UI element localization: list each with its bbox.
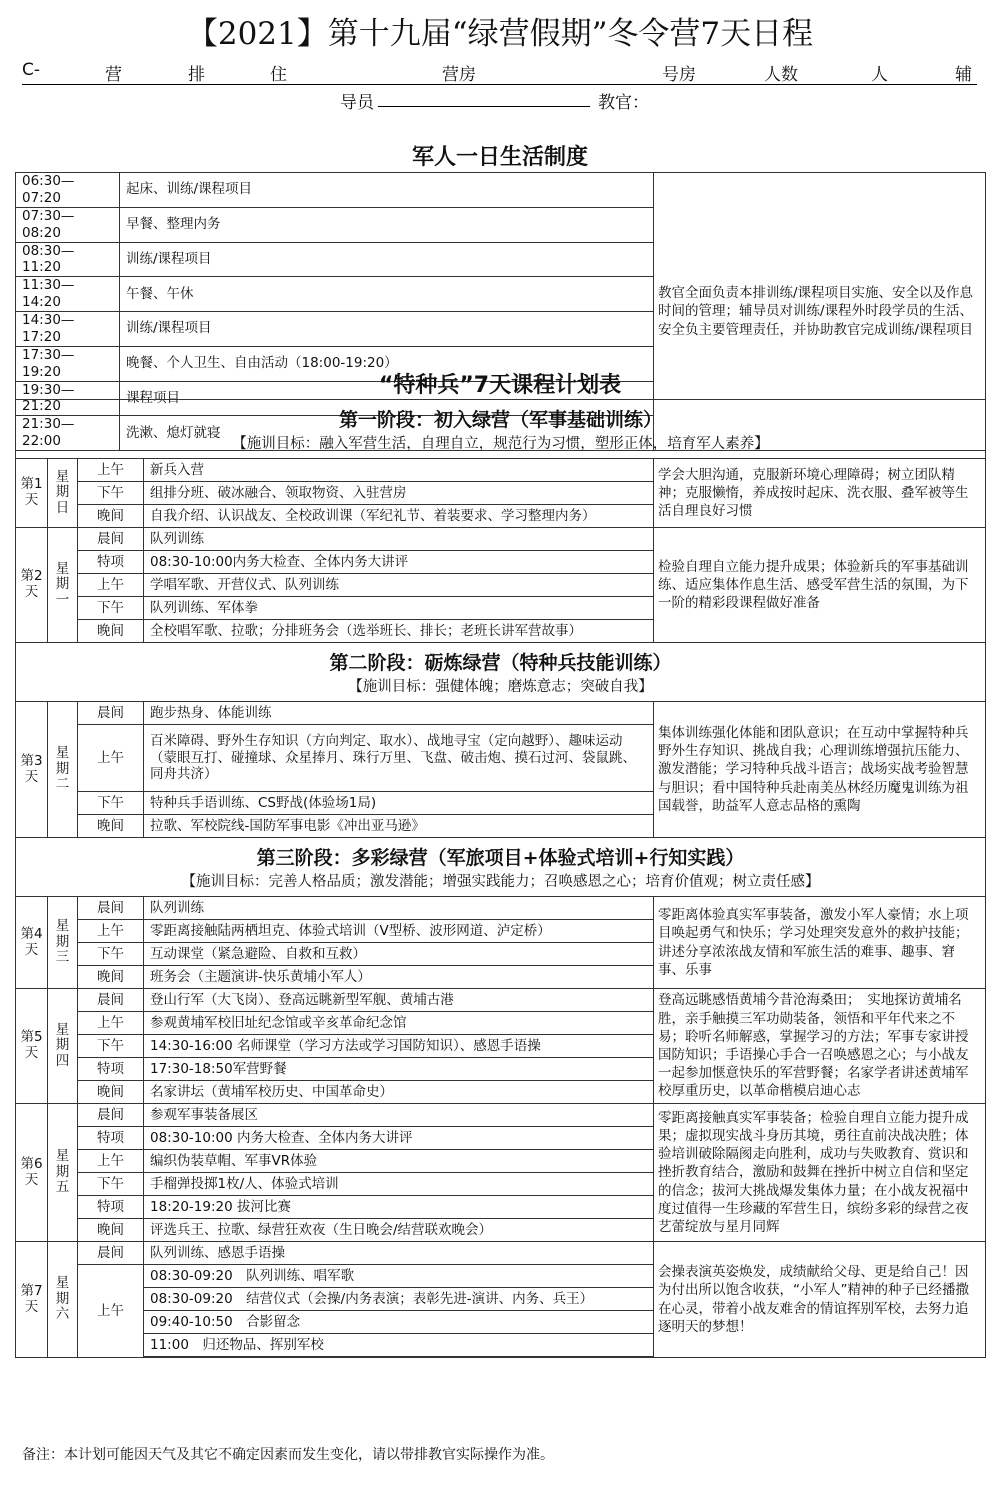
daily-note: 教官全面负责本排训练/课程项目实施、安全以及作息时间的管理；辅导员对训练/课程外时段学员的生活、安全负主要管理责任，并协助教官完成训练/课程项目 (654, 173, 986, 451)
camp-prefix: C- (22, 60, 41, 80)
slot-cell: 特项 (78, 1196, 144, 1219)
day-label: 第4天 (16, 897, 48, 989)
content-cell: 学唱军歌、开营仪式、队列训练 (144, 574, 654, 597)
slot-cell: 下午 (78, 597, 144, 620)
content-cell: 班务会（主题演讲-快乐黄埔小军人） (144, 966, 654, 989)
content-cell: 17:30-18:50军营野餐 (144, 1058, 654, 1081)
content-cell: 09:40-10:50 合影留念 (144, 1311, 654, 1334)
slot-cell: 上午 (78, 725, 144, 792)
content-cell: 评选兵王、拉歌、绿营狂欢夜（生日晚会/结营联欢晚会） (144, 1219, 654, 1242)
phase-goal: 【施训目标：融入军营生活，自理自立，规范行为习惯，塑形正体，培育军人素养】 (232, 436, 769, 452)
time-cell: 19:30—21:20 (16, 381, 120, 416)
content-cell: 08:30-10:00内务大检查、全体内务大讲评 (144, 551, 654, 574)
day-note: 零距离接触真实军事装备；检验自理自立能力提升成果；虚拟现实战斗身历其境，勇往直前决战决胜；体验培训破除隔阂走向胜利，成功与失败教育、赏识和挫折教育结合，激励和鼓舞在挫折中树立自信和坚定的信念；拔河大挑战爆发集体力量；在小战友祝福中度过值得一生珍藏的军营生日，缤纷多彩的绿营之夜艺蕾绽放与星月同辉 (654, 1104, 986, 1242)
day-note: 检验自理自立能力提升成果；体验新兵的军事基础训练、适应集体作息生活、感受军营生活的氛围，为下一阶的精彩段课程做好准备 (654, 528, 986, 643)
table-row (16, 702, 986, 725)
day-label: 第2天 (16, 528, 48, 643)
activity-cell: 起床、训练/课程项目 (120, 173, 654, 208)
camp-label-ren: 人 (871, 65, 888, 85)
instructor-label: 教官： (598, 93, 649, 113)
table-row (16, 1104, 986, 1127)
activity-cell: 训练/课程项目 (120, 242, 654, 277)
table-row (16, 897, 986, 920)
weekday-label: 星期四 (48, 989, 78, 1104)
day-note: 集体训练强化体能和团队意识；在互动中掌握特种兵野外生存知识、挑战自我；心理训练增强抗压能力、激发潜能；学习特种兵战斗语言；战场实战考验智慧与胆识；看中国特种兵赴南美丛林经历魔鬼训练为祖国载誉，助益军人意志品格的熏陶 (654, 702, 986, 838)
content-cell: 自我介绍、认识战友、全校政训课（军纪礼节、着装要求、学习整理内务） (144, 505, 654, 528)
guide-label: 导员 (340, 93, 374, 113)
content-cell: 18:20-19:20 拔河比赛 (144, 1196, 654, 1219)
table-row (16, 459, 986, 482)
camp-label-renshu: 人数 (764, 65, 798, 85)
content-cell: 手榴弹投掷1枚/人、体验式培训 (144, 1173, 654, 1196)
weekday-label: 星期一 (48, 528, 78, 643)
weekday-label: 星期日 (48, 459, 78, 528)
activity-cell: 课程项目 (120, 381, 654, 416)
slot-cell: 特项 (78, 551, 144, 574)
day-label: 第5天 (16, 989, 48, 1104)
time-cell: 08:30—11:20 (16, 242, 120, 277)
slot-cell: 晚间 (78, 1081, 144, 1104)
content-cell: 跑步热身、体能训练 (144, 702, 654, 725)
content-cell: 新兵入营 (144, 459, 654, 482)
slot-cell: 晨间 (78, 1104, 144, 1127)
time-cell: 21:30—22:00 (16, 416, 120, 451)
slot-cell: 下午 (78, 792, 144, 815)
weekday-label: 星期六 (48, 1242, 78, 1358)
day-label: 第6天 (16, 1104, 48, 1242)
content-cell: 编织伪装草帽、军事VR体验 (144, 1150, 654, 1173)
weekday-label: 星期五 (48, 1104, 78, 1242)
content-cell: 11:00 归还物品、挥别军校 (144, 1334, 654, 1357)
slot-cell: 晨间 (78, 528, 144, 551)
content-cell: 08:30-10:00 内务大检查、全体内务大讲评 (144, 1127, 654, 1150)
slot-cell: 晚间 (78, 1219, 144, 1242)
content-cell: 特种兵手语训练、CS野战(体验场1局) (144, 792, 654, 815)
day-note: 会操表演英姿焕发，成绩献给父母、更是给自己！因为付出所以饱含收获，“小军人”精神的种子已经播撒在心灵，带着小战友难舍的情谊挥别军校，去努力追逐明天的梦想！ (654, 1242, 986, 1358)
table-row (16, 989, 986, 1012)
day-label: 第3天 (16, 702, 48, 838)
time-cell: 14:30—17:20 (16, 312, 120, 347)
phase-header-row (16, 400, 986, 459)
slot-cell: 上午 (78, 459, 144, 482)
slot-cell: 下午 (78, 1173, 144, 1196)
slot-cell: 上午 (78, 574, 144, 597)
page-title: 【2021】第十九届“绿营假期”冬令营7天日程 (186, 16, 814, 52)
content-cell: 登山行军（大飞岗）、登高远眺新型军舰、黄埔古港 (144, 989, 654, 1012)
day-label: 第1天 (16, 459, 48, 528)
camp-info-line (22, 60, 977, 85)
guide-line (0, 88, 1000, 113)
content-cell: 组排分班、破冰融合、领取物资、入驻营房 (144, 482, 654, 505)
phase-title: 第一阶段：初入绿营（军事基础训练） (338, 409, 662, 431)
day-note: 登高远眺感悟黄埔今昔沧海桑田； 实地探访黄埔名胜，亲手触摸三军功勋装备，领悟和平年代来之不易；聆听名师解惑，掌握学习的方法；军事专家讲授国防知识；手语操心手合一召唤感恩之心；与小战友一起参加惬意快乐的军营野餐；名家学者讲述黄埔军校厚重历史，以革命楷模启迪心志 (654, 989, 986, 1104)
content-cell: 队列训练、感恩手语操 (144, 1242, 654, 1265)
slot-cell: 晨间 (78, 702, 144, 725)
time-cell: 07:30—08:20 (16, 207, 120, 242)
footnote: 备注：本计划可能因天气及其它不确定因素而发生变化，请以带排教官实际操作为准。 (22, 1447, 554, 1463)
guide-underline (378, 106, 590, 107)
table-row (16, 528, 986, 551)
time-cell: 06:30—07:20 (16, 173, 120, 208)
day-label: 第7天 (16, 1242, 48, 1358)
slot-cell: 晨间 (78, 897, 144, 920)
slot-cell: 下午 (78, 1035, 144, 1058)
course-plan-table (15, 399, 986, 1358)
content-cell: 参观黄埔军校旧址纪念馆或辛亥革命纪念馆 (144, 1012, 654, 1035)
slot-cell: 上午 (78, 1265, 144, 1358)
activity-cell: 洗漱、熄灯就寝 (120, 416, 654, 451)
content-cell: 队列训练 (144, 528, 654, 551)
slot-cell: 晨间 (78, 989, 144, 1012)
camp-label-haofang: 号房 (662, 65, 696, 85)
activity-cell: 午餐、午休 (120, 277, 654, 312)
camp-label-fu: 辅 (955, 65, 972, 85)
phase-goal: 【施训目标：完善人格品质；激发潜能；增强实践能力；召唤感恩之心；培育价值观；树立责任感】 (181, 874, 820, 890)
camp-label-pai: 排 (188, 65, 205, 85)
slot-cell: 特项 (78, 1058, 144, 1081)
activity-cell: 训练/课程项目 (120, 312, 654, 347)
slot-cell: 下午 (78, 482, 144, 505)
content-cell: 队列训练 (144, 897, 654, 920)
phase-title: 第三阶段：多彩绿营（军旅项目+体验式培训+行知实践） (256, 847, 745, 869)
content-cell: 百米障碍、野外生存知识（方向判定、取水）、战地寻宝（定向越野）、趣味运动（蒙眼互打、碰撞球、众星捧月、珠行万里、飞盘、破击炮、摸石过河、袋鼠跳、同舟共济） (144, 725, 654, 792)
phase-goal: 【施训目标：强健体魄；磨炼意志；突破自我】 (348, 679, 653, 695)
phase-header-row (16, 643, 986, 702)
slot-cell: 特项 (78, 1127, 144, 1150)
slot-cell: 晚间 (78, 505, 144, 528)
activity-cell: 早餐、整理内务 (120, 207, 654, 242)
camp-label-ying: 营 (105, 65, 122, 85)
slot-cell: 下午 (78, 943, 144, 966)
table-row (16, 1242, 986, 1265)
spacer-cell (144, 1357, 654, 1358)
weekday-label: 星期二 (48, 702, 78, 838)
slot-cell: 上午 (78, 1150, 144, 1173)
content-cell: 拉歌、军校院线-国防军事电影《冲出亚马逊》 (144, 815, 654, 838)
content-cell: 参观军事装备展区 (144, 1104, 654, 1127)
content-cell: 08:30-09:20 结营仪式（会操/内务表演；表彰先进-演讲、内务、兵王） (144, 1288, 654, 1311)
camp-label-yingfang: 营房 (442, 65, 476, 85)
content-cell: 08:30-09:20 队列训练、唱军歌 (144, 1265, 654, 1288)
slot-cell: 晚间 (78, 620, 144, 643)
slot-cell: 晨间 (78, 1242, 144, 1265)
content-cell: 名家讲坛（黄埔军校历史、中国革命史） (144, 1081, 654, 1104)
weekday-label: 星期三 (48, 897, 78, 989)
time-cell: 17:30—19:20 (16, 346, 120, 381)
activity-cell: 晚餐、个人卫生、自由活动（18:00-19:20） (120, 346, 654, 381)
table-row (16, 173, 986, 208)
content-cell: 队列训练、军体拳 (144, 597, 654, 620)
content-cell: 零距离接触陆两栖坦克、体验式培训（V型桥、波形网道、泸定桥） (144, 920, 654, 943)
time-cell: 11:30—14:20 (16, 277, 120, 312)
day-note: 学会大胆沟通，克服新环境心理障碍；树立团队精神；克服懒惰，养成按时起床、洗衣服、叠军被等生活自理良好习惯 (654, 459, 986, 528)
content-cell: 全校唱军歌、拉歌；分排班务会（选举班长、排长；老班长讲军营故事） (144, 620, 654, 643)
phase-title: 第二阶段：砺炼绿营（特种兵技能训练） (329, 652, 672, 674)
plan-title: “特种兵”7天课程计划表 (378, 373, 622, 398)
slot-cell: 晚间 (78, 966, 144, 989)
slot-cell: 上午 (78, 920, 144, 943)
camp-label-zhu: 住 (270, 65, 287, 85)
content-cell: 14:30-16:00 名师课堂（学习方法或学习国防知识）、感恩手语操 (144, 1035, 654, 1058)
phase-header-row (16, 838, 986, 897)
content-cell: 互动课堂（紧急避险、自救和互救） (144, 943, 654, 966)
slot-cell: 晚间 (78, 815, 144, 838)
daily-schedule-title: 军人一日生活制度 (411, 145, 588, 170)
day-note: 零距离体验真实军事装备，激发小军人豪情；水上项目唤起勇气和快乐；学习处理突发意外的救护技能；讲述分享浓浓战友情和军旅生活的难事、趣事、窘事、乐事 (654, 897, 986, 989)
slot-cell: 上午 (78, 1012, 144, 1035)
